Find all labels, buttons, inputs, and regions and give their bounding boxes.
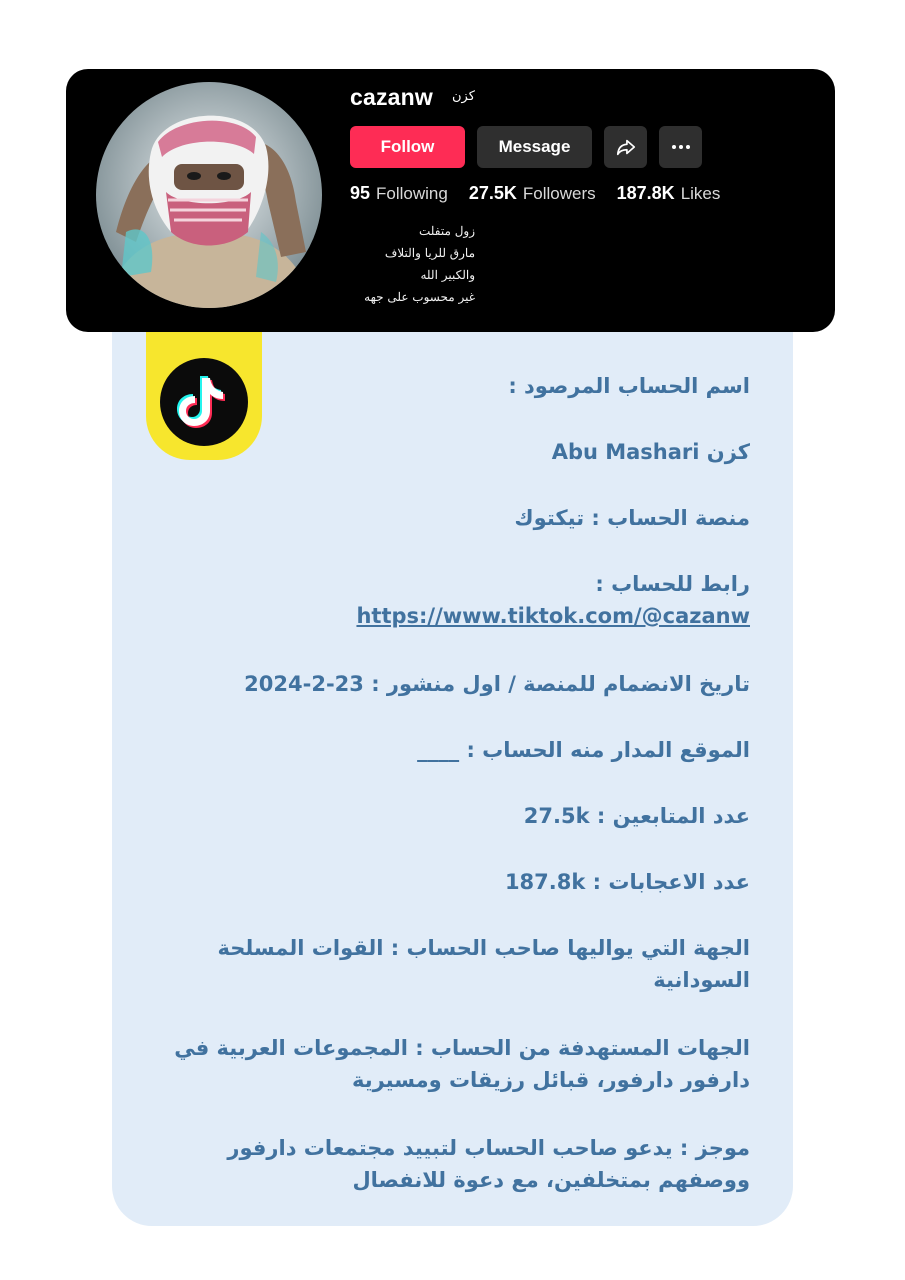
location-line: الموقع المدار منه الحساب : ____ bbox=[417, 738, 750, 762]
stat-label: Followers bbox=[522, 184, 596, 203]
profile-username: cazanw bbox=[350, 84, 434, 110]
share-button[interactable] bbox=[604, 126, 647, 168]
follow-button[interactable]: Follow bbox=[350, 126, 465, 168]
followers-line: عدد المتابعين : 27.5k bbox=[523, 804, 750, 828]
stat-label: Likes bbox=[680, 184, 721, 203]
stat-value: 27.5K bbox=[468, 183, 517, 203]
bio-line: غير محسوب على جهه bbox=[364, 290, 475, 304]
join-date-line: تاريخ الانضمام للمنصة / اول منشور : 23-2-2024 bbox=[244, 672, 750, 696]
stat-likes bbox=[617, 183, 721, 204]
affiliation-line: الجهة التي يواليها صاحب الحساب : القوات المسلحة السودانية bbox=[217, 936, 750, 992]
bio-line: مارق للريا والتلاف bbox=[384, 246, 475, 260]
account-link-line bbox=[150, 600, 750, 632]
stat-value: 187.8K bbox=[616, 183, 675, 203]
targets-line: الجهات المستهدفة من الحساب : المجموعات العربية في دارفور دارفور، قبائل رزيقات ومسيرية bbox=[174, 1036, 750, 1092]
message-button[interactable]: Message bbox=[477, 126, 592, 168]
summary-line: موجز : يدعو صاحب الحساب لتبييد مجتمعات دارفور ووصفهم بمتخلفين، مع دعوة للانفصال bbox=[227, 1136, 750, 1192]
stat-followers[interactable] bbox=[469, 183, 596, 204]
profile-bio bbox=[310, 220, 475, 308]
platform-line: منصة الحساب : تيكتوك bbox=[514, 506, 750, 530]
stat-following[interactable] bbox=[350, 183, 448, 204]
profile-stats bbox=[350, 183, 720, 207]
bio-line: زول متفلت bbox=[419, 224, 475, 238]
stat-value: 95 bbox=[350, 183, 371, 203]
account-name-label: اسم الحساب المرصود : bbox=[508, 374, 750, 398]
account-name-value: كزن Abu Mashari bbox=[551, 440, 750, 464]
likes-line: عدد الاعجابات : 187.8k bbox=[504, 870, 750, 894]
profile-nickname: كزن bbox=[452, 89, 475, 104]
link-label: رابط للحساب : bbox=[595, 572, 750, 596]
more-icon bbox=[671, 144, 691, 150]
avatar[interactable] bbox=[96, 82, 322, 308]
share-icon bbox=[615, 136, 637, 158]
more-button[interactable] bbox=[659, 126, 702, 168]
bio-line: والكبير الله bbox=[420, 268, 475, 282]
account-link[interactable]: https://www.tiktok.com/@cazanw bbox=[356, 604, 750, 628]
stat-label: Following bbox=[376, 184, 448, 203]
